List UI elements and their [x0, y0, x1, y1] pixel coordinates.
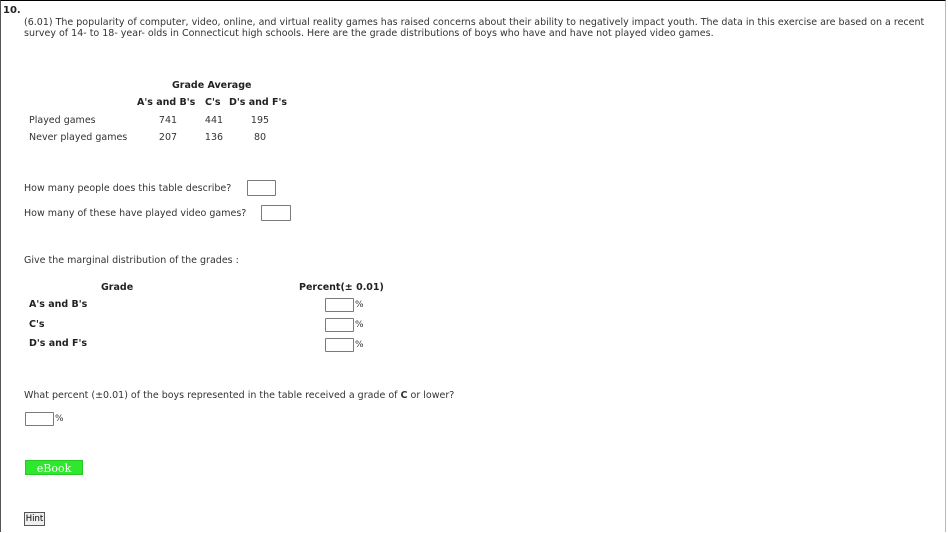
marginal-df-input[interactable]	[325, 338, 354, 352]
cell-never-ab: 207	[158, 132, 178, 143]
q2-text: How many of these have played video games?	[24, 208, 247, 219]
row-label-never-played: Never played games	[29, 132, 128, 143]
question-intro: (6.01) The popularity of computer, video, online, and virtual reality games has raised concerns about their ability to negatively impact youth. The data in this exercise are based on a recent survey of 14- to 18- year- olds in Connecticut high schools. Here are the grade distributions of boys who have and have not played video games.	[24, 17, 925, 39]
marginal-percent-header: Percent(± 0.01)	[299, 282, 384, 293]
q3-answer-input[interactable]	[25, 412, 54, 426]
cell-played-c: 441	[204, 115, 224, 126]
ebook-button[interactable]: eBook	[25, 460, 83, 475]
column-header-df: D's and F's	[229, 97, 288, 108]
column-header-c: C's	[205, 97, 221, 108]
q1-text: How many people does this table describe?	[24, 183, 232, 194]
percent-unit: %	[355, 320, 364, 330]
q1-answer-input[interactable]	[247, 180, 276, 196]
marginal-c-input[interactable]	[325, 318, 354, 332]
percent-unit: %	[355, 300, 364, 310]
cell-played-df: 195	[250, 115, 270, 126]
column-header-ab: A's and B's	[137, 97, 196, 108]
marginal-ab-input[interactable]	[325, 298, 354, 312]
marginal-row-ab: A's and B's	[29, 299, 88, 310]
percent-unit: %	[55, 414, 64, 424]
marginal-row-df: D's and F's	[29, 338, 88, 349]
q2-answer-input[interactable]	[261, 205, 291, 221]
cell-never-c: 136	[204, 132, 224, 143]
cell-played-ab: 741	[158, 115, 178, 126]
marginal-row-c: C's	[29, 319, 45, 330]
hint-button[interactable]: Hint	[25, 514, 44, 524]
cell-never-df: 80	[253, 132, 267, 143]
table-super-header: Grade Average	[172, 80, 252, 91]
marginal-prompt: Give the marginal distribution of the grades :	[24, 255, 239, 266]
row-label-played: Played games	[29, 115, 96, 126]
percent-unit: %	[355, 340, 364, 350]
marginal-grade-header: Grade	[101, 282, 134, 293]
question-number: 10.	[3, 5, 21, 16]
q3-text: What percent (±0.01) of the boys represented in the table received a grade of C or lower?	[24, 390, 455, 401]
